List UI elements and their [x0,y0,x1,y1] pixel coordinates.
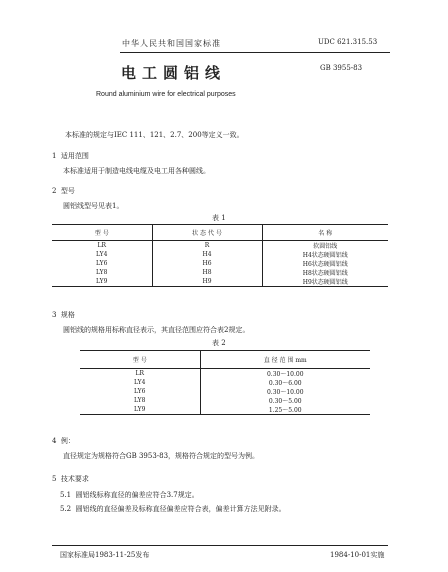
document-subtitle: Round aluminium wire for electrical purposes [96,91,236,98]
table-row: LY8 [134,397,146,404]
table-cell: H6 [152,259,262,268]
table-cell: H9状态硬圆铝线 [262,277,388,287]
table-row: LY8 [96,269,108,276]
document-title: 电工圆铝线 [121,64,227,82]
section-1-heading: 1 适用范围 [52,152,89,160]
table-cell: 0.30～10.00 [200,369,370,379]
clause-5-1: 5.1 圆铝线标称直径的偏差应符合3.7规定。 [60,491,199,499]
table-cell: 1.25～5.00 [200,405,370,415]
footer-effective: 1984-10-01实施 [330,551,385,559]
intro-paragraph: 本标准的规定与IEC 111、121、2.7、200等定义一致。 [65,131,244,139]
udc-code: UDC 621.315.53 [318,38,378,46]
table-2 [80,350,370,415]
table-cell: 软圆铝线 [262,241,388,251]
table-row: LR [97,242,106,249]
table-1-caption: 表 1 [212,214,226,222]
gb-code: GB 3955-83 [320,64,363,72]
section-2-heading: 2 型号 [52,187,75,195]
table-cell: H9 [152,277,262,287]
table-row: LY9 [96,278,108,285]
section-3-heading: 3 规格 [52,311,75,319]
footer-rule [52,545,388,546]
table-1 [52,224,388,287]
header-rule [120,52,390,53]
table-cell: 0.30～6.00 [200,378,370,387]
table-cell: R [152,241,262,251]
table-row: LY6 [134,388,146,395]
section-4-text: 直径规定为规格符合GB 3953-83，规格符合规定的型号为例。 [63,452,260,460]
table-row: LY6 [96,260,108,267]
table-row: LY9 [134,406,146,413]
section-3-text: 圆铝线的规格用标称直径表示，其直径范围应符合表2规定。 [63,326,250,334]
standard-issuer: 中华人民共和国国家标准 [122,39,221,48]
table-cell: H4 [152,250,262,259]
table-cell: H8 [152,268,262,277]
section-2-text: 圆铝线型号见表1。 [63,202,124,210]
table-2-header: 直 径 范 围 mm [200,351,370,369]
table-cell: 0.30～5.00 [200,396,370,405]
section-1-text: 本标准适用于制造电线电缆及电工用各种圆线。 [63,167,210,175]
table-row: LY4 [134,379,146,386]
clause-5-2: 5.2 圆铝线的直径偏差及标称直径偏差应符合表，偏差计算方法见附录。 [60,505,286,513]
table-cell: H4状态硬圆铝线 [262,250,388,259]
table-1-header: 型 号 [94,230,109,237]
table-row: LY4 [96,251,108,258]
section-4-heading: 4 例： [52,437,75,445]
table-cell: 0.30～10.00 [200,387,370,396]
table-2-header: 型 号 [132,357,147,364]
table-row: LR [135,370,144,377]
table-cell: H8状态硬圆铝线 [262,268,388,277]
section-5-heading: 5 技术要求 [52,475,89,483]
table-1-header: 状 态 代 号 [152,225,262,241]
table-1-header: 名 称 [262,225,388,241]
table-2-caption: 表 2 [212,339,226,347]
table-cell: H6状态硬圆铝线 [262,259,388,268]
footer-issued: 国家标准局1983-11-25发布 [60,551,150,559]
